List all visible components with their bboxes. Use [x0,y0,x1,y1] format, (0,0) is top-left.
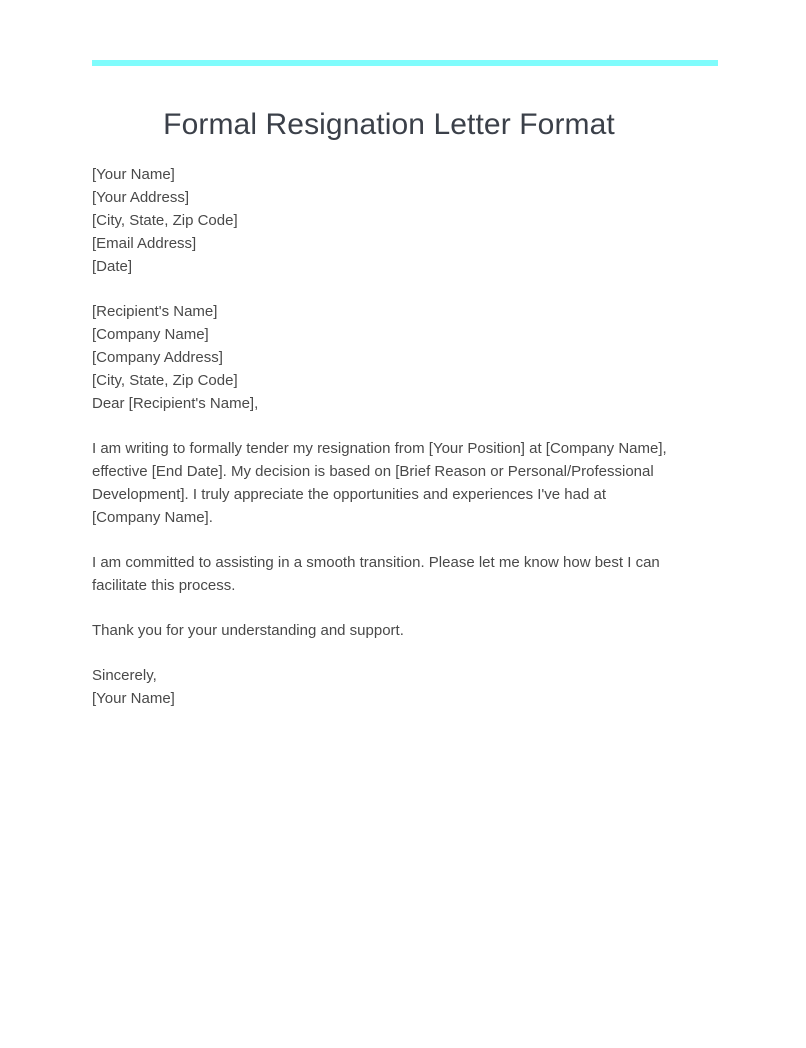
letter-body [92,163,674,710]
sender-city-state-zip: [City, State, Zip Code] [92,212,238,229]
valediction: Sincerely, [92,667,157,684]
recipient-company-address: [Company Address] [92,349,223,366]
recipient-company-name: [Company Name] [92,326,209,343]
recipient-name: [Recipient's Name] [92,303,218,320]
closing-block [92,664,674,710]
paragraph-transition: I am committed to assisting in a smooth transition. Please let me know how best I can facilitate this process. [92,554,660,594]
page-title: Formal Resignation Letter Format [163,108,615,141]
sender-address-block [92,163,674,278]
paragraph-thanks: Thank you for your understanding and support. [92,622,404,639]
sender-email: [Email Address] [92,235,197,252]
salutation: Dear [Recipient's Name], [92,395,259,412]
sender-name: [Your Name] [92,166,175,183]
letter-date: [Date] [92,258,133,275]
recipient-address-block [92,300,674,415]
signature-name: [Your Name] [92,690,175,707]
recipient-city-state-zip: [City, State, Zip Code] [92,372,238,389]
paragraph-opening: I am writing to formally tender my resignation from [Your Position] at [Company Name], effective [End Date]. My decision is based on [Brief Reason or Personal/Professional Development]. I truly appreciate the opportunities and experiences I've had at [Company Name]. [92,440,667,526]
sender-address: [Your Address] [92,189,190,206]
top-accent-bar [92,60,718,66]
